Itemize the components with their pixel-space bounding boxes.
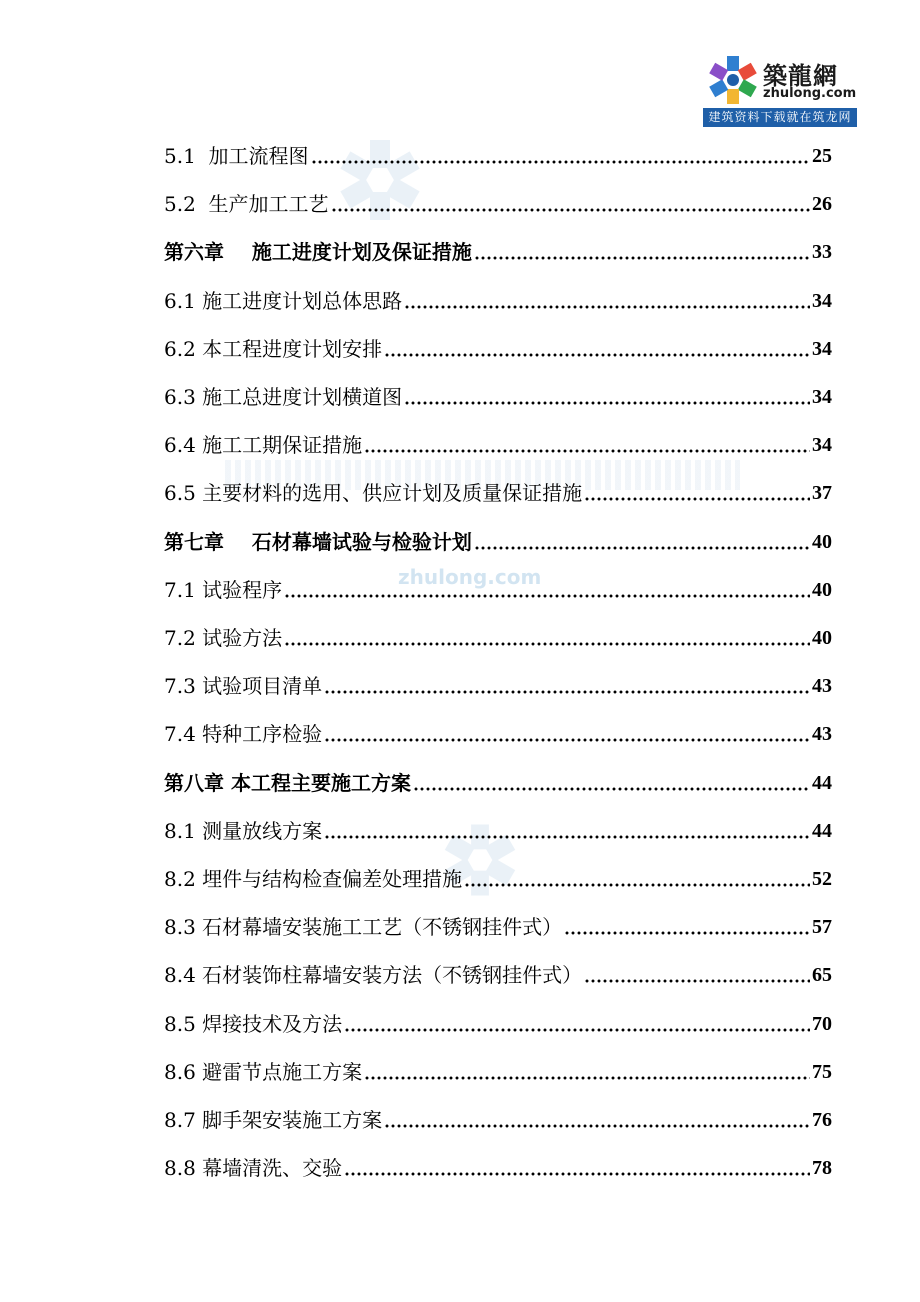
toc-entry-title [164,623,282,653]
toc-entry-title [164,1153,342,1183]
toc-entry-text: 生产加工工艺 [208,192,329,216]
toc-entry-number: 7.1 [164,578,196,602]
toc-entry-text: 本工程进度计划安排 [202,337,383,361]
toc-entry-text: 试验程序 [202,578,283,602]
toc-entry-page: 37 [812,482,832,504]
zhulong-logo [703,52,857,127]
toc-leader-dots [364,449,810,453]
toc-leader-dots [474,256,810,260]
toc-leader-dots [404,305,810,309]
toc-leader-dots [384,1124,810,1128]
toc-leader-dots [384,353,810,357]
toc-entry-title [164,960,582,990]
toc-entry[interactable] [164,719,832,749]
toc-leader-dots [311,160,810,164]
toc-leader-dots [324,690,810,694]
toc-entry[interactable] [164,1105,832,1135]
toc-entry-page: 40 [812,627,832,649]
toc-entry-title [164,527,472,557]
toc-entry-title [164,864,462,894]
toc-entry-title [164,768,411,798]
toc-entry-number: 第六章 [164,240,224,264]
watermark-text: zhulong.com [398,565,542,589]
toc-entry-text: 脚手架安装施工方案 [202,1108,383,1132]
toc-leader-dots [464,883,810,887]
toc-entry-page: 57 [812,916,832,938]
toc-entry-text: 石材幕墙安装施工工艺（不锈钢挂件式） [202,915,563,939]
toc-leader-dots [284,642,810,646]
toc-entry-page: 40 [812,531,832,553]
toc-entry-number: 8.4 [164,963,196,987]
toc-leader-dots [584,497,810,501]
toc-entry-page: 34 [812,386,832,408]
toc-entry-text: 施工总进度计划横道图 [202,385,403,409]
toc-entry[interactable] [164,960,832,990]
logo-top [703,52,857,106]
toc-entry-text: 埋件与结构检查偏差处理措施 [202,867,463,891]
toc-entry-number: 8.7 [164,1108,196,1132]
toc-entry[interactable] [164,141,832,171]
logo-slogan: 建筑资料下载就在筑龙网 [703,108,857,127]
toc-leader-dots [344,1028,810,1032]
toc-entry-title [164,1105,382,1135]
toc-entry-page: 34 [812,338,832,360]
toc-entry-page: 65 [812,964,832,986]
toc-entry-title [164,671,322,701]
toc-entry-number: 8.8 [164,1156,196,1180]
toc-entry-text: 施工工期保证措施 [202,433,363,457]
toc-entry-text: 施工进度计划总体思路 [202,289,403,313]
toc-entry[interactable] [164,382,832,412]
toc-entry-title [164,334,382,364]
toc-entry-title [164,1009,342,1039]
toc-entry-title [164,189,329,219]
toc-entry[interactable] [164,334,832,364]
toc-entry-page: 34 [812,290,832,312]
toc-entry[interactable] [164,575,832,605]
toc-entry-title [164,719,322,749]
toc-entry-number: 第八章 [164,771,224,795]
toc-entry-number: 8.3 [164,915,196,939]
toc-entry-number: 5.1 [164,144,196,168]
toc-entry[interactable] [164,671,832,701]
toc-entry-page: 34 [812,434,832,456]
toc-entry[interactable] [164,1009,832,1039]
toc-entry-text: 焊接技术及方法 [202,1012,343,1036]
toc-entry[interactable] [164,1057,832,1087]
toc-entry[interactable] [164,816,832,846]
toc-entry-text: 特种工序检验 [202,722,323,746]
toc-entry[interactable] [164,623,832,653]
toc-entry-title [164,816,322,846]
toc-entry-text: 加工流程图 [208,144,309,168]
toc-entry-number: 6.3 [164,385,196,409]
toc-entry-page: 75 [812,1061,832,1083]
toc-entry-title [164,141,309,171]
toc-leader-dots [474,546,810,550]
toc-entry-title [164,575,282,605]
zhulong-flake-icon [707,54,759,106]
toc-leader-dots [324,738,810,742]
toc-entry-page: 33 [812,241,832,263]
toc-entry-text: 主要材料的选用、供应计划及质量保证措施 [202,481,583,505]
toc-entry-number: 6.1 [164,289,196,313]
toc-leader-dots [284,594,810,598]
toc-entry-number: 8.6 [164,1060,196,1084]
toc-entry-number: 6.5 [164,481,196,505]
toc-entry-text: 试验方法 [202,626,283,650]
toc-entry-page: 44 [812,820,832,842]
toc-entry[interactable] [164,912,832,942]
toc-entry-title [164,1057,362,1087]
toc-entry-title [164,912,562,942]
toc-entry-number: 7.4 [164,722,196,746]
toc-entry[interactable] [164,430,832,460]
toc-leader-dots [331,208,810,212]
toc-leader-dots [564,931,810,935]
toc-entry-number: 6.4 [164,433,196,457]
toc-entry[interactable] [164,768,832,798]
toc-entry-page: 25 [812,145,832,167]
toc-entry[interactable] [164,527,832,557]
toc-entry-title [164,430,362,460]
toc-entry-text: 本工程主要施工方案 [230,771,411,795]
toc-entry[interactable] [164,864,832,894]
toc-entry-number: 第七章 [164,530,224,554]
toc-entry-number: 7.3 [164,674,196,698]
logo-name-cn: 築龍網 [763,61,838,90]
toc-leader-dots [404,401,810,405]
toc-entry-text: 幕墙清洗、交验 [202,1156,343,1180]
logo-domain: zhulong.com [763,86,857,101]
toc-entry-text: 测量放线方案 [202,819,323,843]
toc-entry-title [164,286,402,316]
toc-entry-number: 7.2 [164,626,196,650]
toc-entry-text: 石材幕墙试验与检验计划 [251,530,472,554]
toc-entry-page: 76 [812,1109,832,1131]
toc-entry-text: 施工进度计划及保证措施 [251,240,472,264]
toc-leader-dots [344,1172,810,1176]
toc-entry-number: 8.5 [164,1012,196,1036]
toc-entry[interactable] [164,1153,832,1183]
toc-leader-dots [364,1076,810,1080]
toc-leader-dots [413,787,810,791]
toc-entry-number: 8.2 [164,867,196,891]
toc-entry-page: 43 [812,675,832,697]
toc-entry-text: 试验项目清单 [202,674,323,698]
toc-entry-page: 26 [812,193,832,215]
toc-entry-number: 8.1 [164,819,196,843]
toc-entry-page: 70 [812,1013,832,1035]
toc-entry-page: 52 [812,868,832,890]
toc-entry-number: 6.2 [164,337,196,361]
toc-entry-page: 40 [812,579,832,601]
toc-entry-title [164,478,582,508]
toc-entry-number: 5.2 [164,192,196,216]
toc-entry-page: 44 [812,772,832,794]
toc-entry[interactable] [164,237,832,267]
toc-entry-page: 43 [812,723,832,745]
toc-entry-title [164,382,402,412]
toc-entry-title [164,237,472,267]
toc-entry[interactable] [164,478,832,508]
toc-leader-dots [324,835,810,839]
toc-entry-text: 石材装饰柱幕墙安装方法（不锈钢挂件式） [202,963,583,987]
toc-entry-text: 避雷节点施工方案 [202,1060,363,1084]
toc-entry[interactable] [164,286,832,316]
toc-entry-page: 78 [812,1157,832,1179]
toc-entry[interactable] [164,189,832,219]
toc-leader-dots [584,979,810,983]
